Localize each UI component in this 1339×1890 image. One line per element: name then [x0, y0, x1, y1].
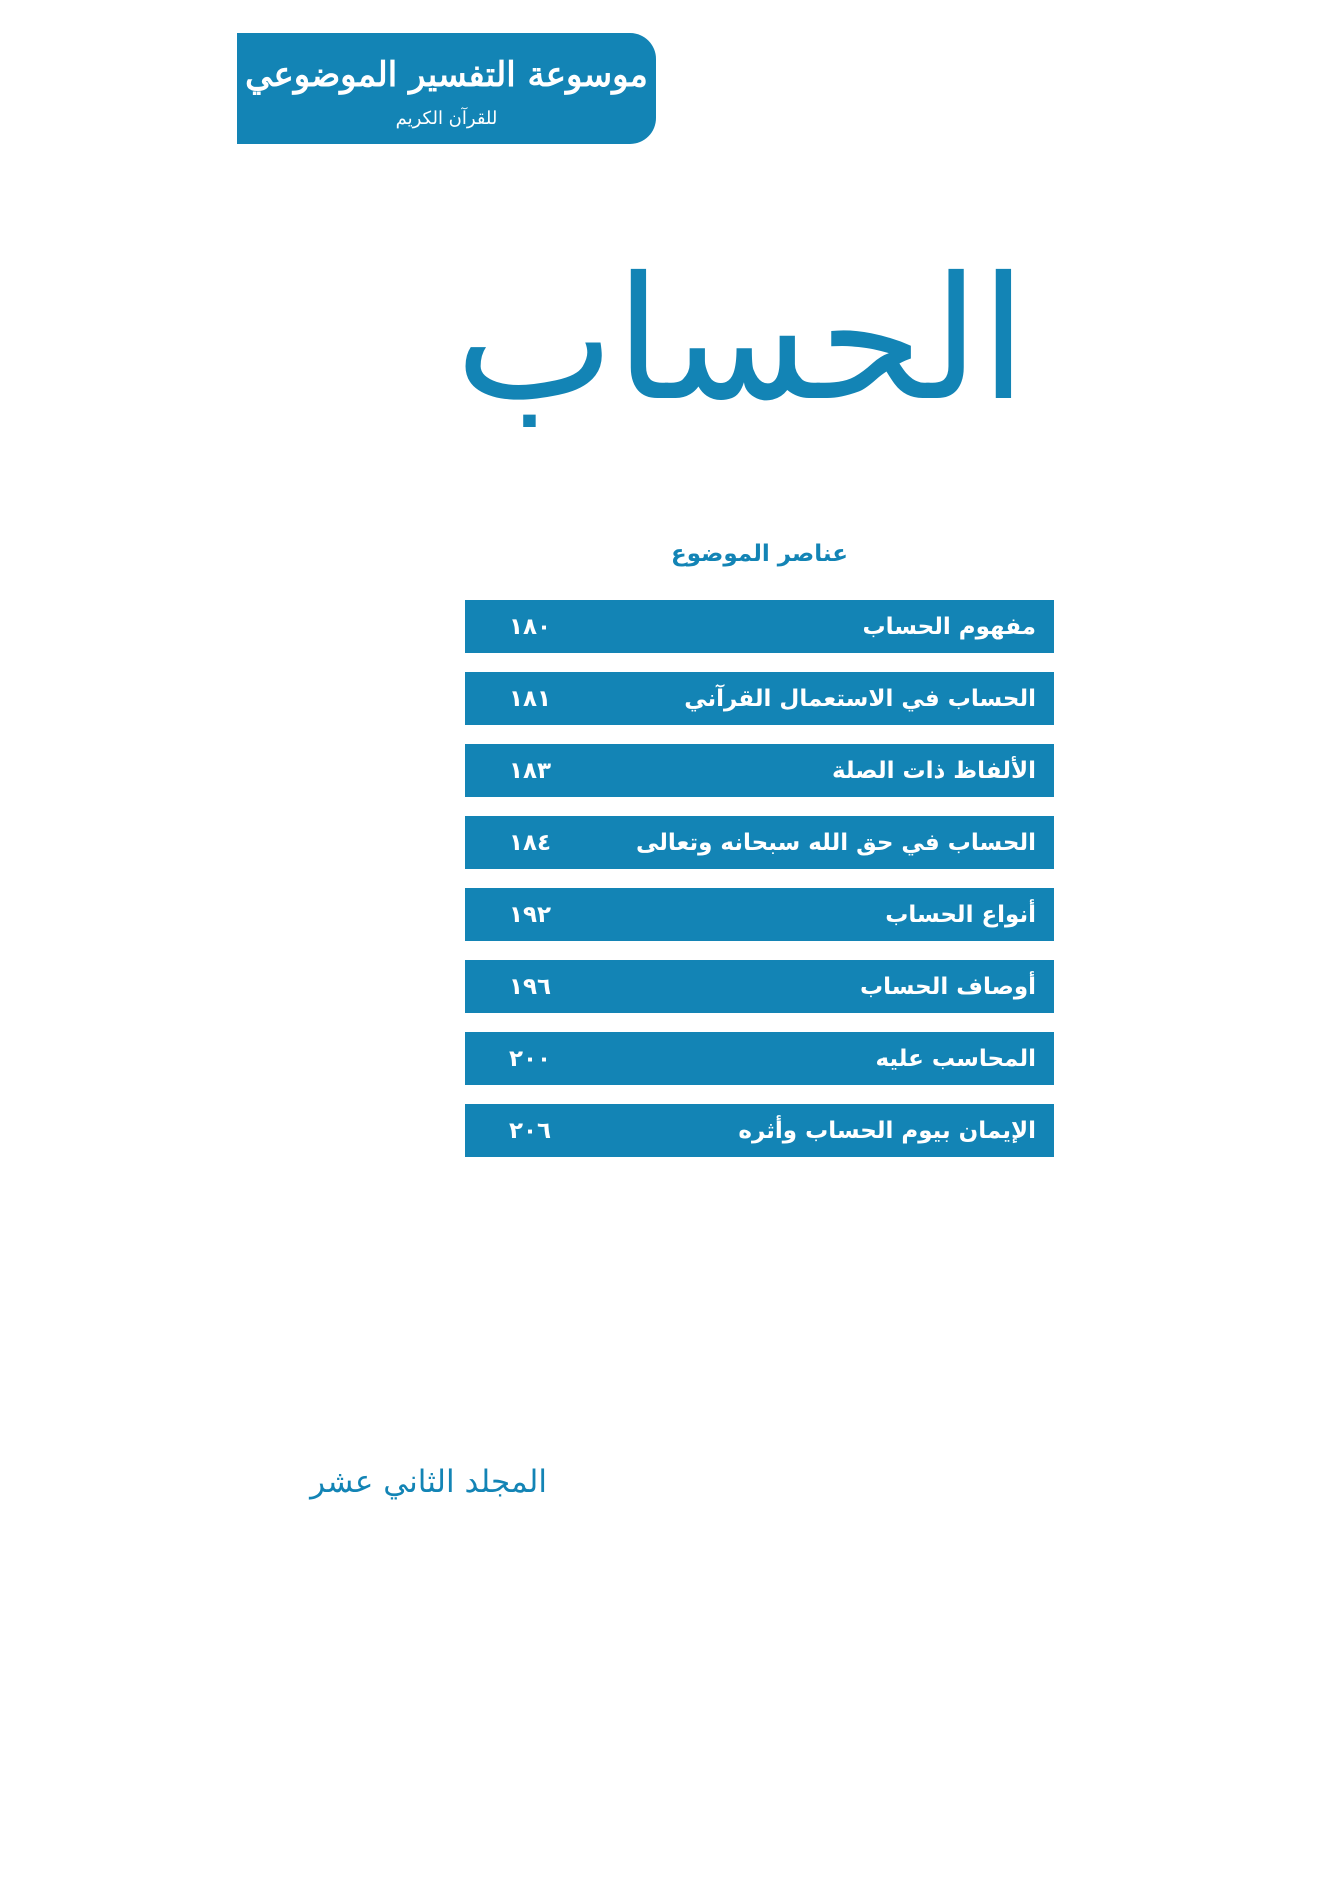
toc-page-number: ١٨٤	[508, 829, 552, 856]
series-badge	[237, 33, 656, 144]
toc-row[interactable]	[465, 888, 1054, 941]
toc-label: أوصاف الحساب	[859, 973, 1036, 1000]
toc-row[interactable]	[465, 1104, 1054, 1157]
toc-row[interactable]	[465, 744, 1054, 797]
toc-page-number: ١٨٣	[508, 757, 552, 784]
toc-page-number: ١٩٦	[508, 973, 552, 1000]
toc-page-number: ١٨١	[508, 685, 552, 712]
toc-page-number: ١٨٠	[508, 613, 552, 640]
toc-row[interactable]	[465, 1032, 1054, 1085]
toc-list	[465, 600, 1054, 1176]
toc-row[interactable]	[465, 600, 1054, 653]
series-subtitle: للقرآن الكريم	[395, 108, 498, 129]
toc-page-number: ١٩٢	[508, 901, 552, 928]
toc-label: الإيمان بيوم الحساب وأثره	[738, 1117, 1036, 1144]
toc-row[interactable]	[465, 816, 1054, 869]
toc-row[interactable]	[465, 960, 1054, 1013]
toc-label: الحساب في الاستعمال القرآني	[684, 685, 1036, 712]
toc-label: الحساب في حق الله سبحانه وتعالى	[635, 829, 1036, 856]
toc-label: مفهوم الحساب	[862, 613, 1036, 640]
topic-title: الحساب	[454, 241, 1027, 439]
toc-label: المحاسب عليه	[875, 1045, 1036, 1072]
toc-heading: عناصر الموضوع	[671, 541, 848, 567]
toc-row[interactable]	[465, 672, 1054, 725]
toc-label: الألفاظ ذات الصلة	[831, 757, 1036, 784]
series-title: موسوعة التفسير الموضوعي	[245, 55, 648, 95]
toc-label: أنواع الحساب	[885, 901, 1036, 928]
toc-page-number: ٢٠٠	[508, 1045, 552, 1072]
volume-label: المجلد الثاني عشر	[310, 1464, 547, 1500]
toc-page-number: ٢٠٦	[508, 1117, 552, 1144]
